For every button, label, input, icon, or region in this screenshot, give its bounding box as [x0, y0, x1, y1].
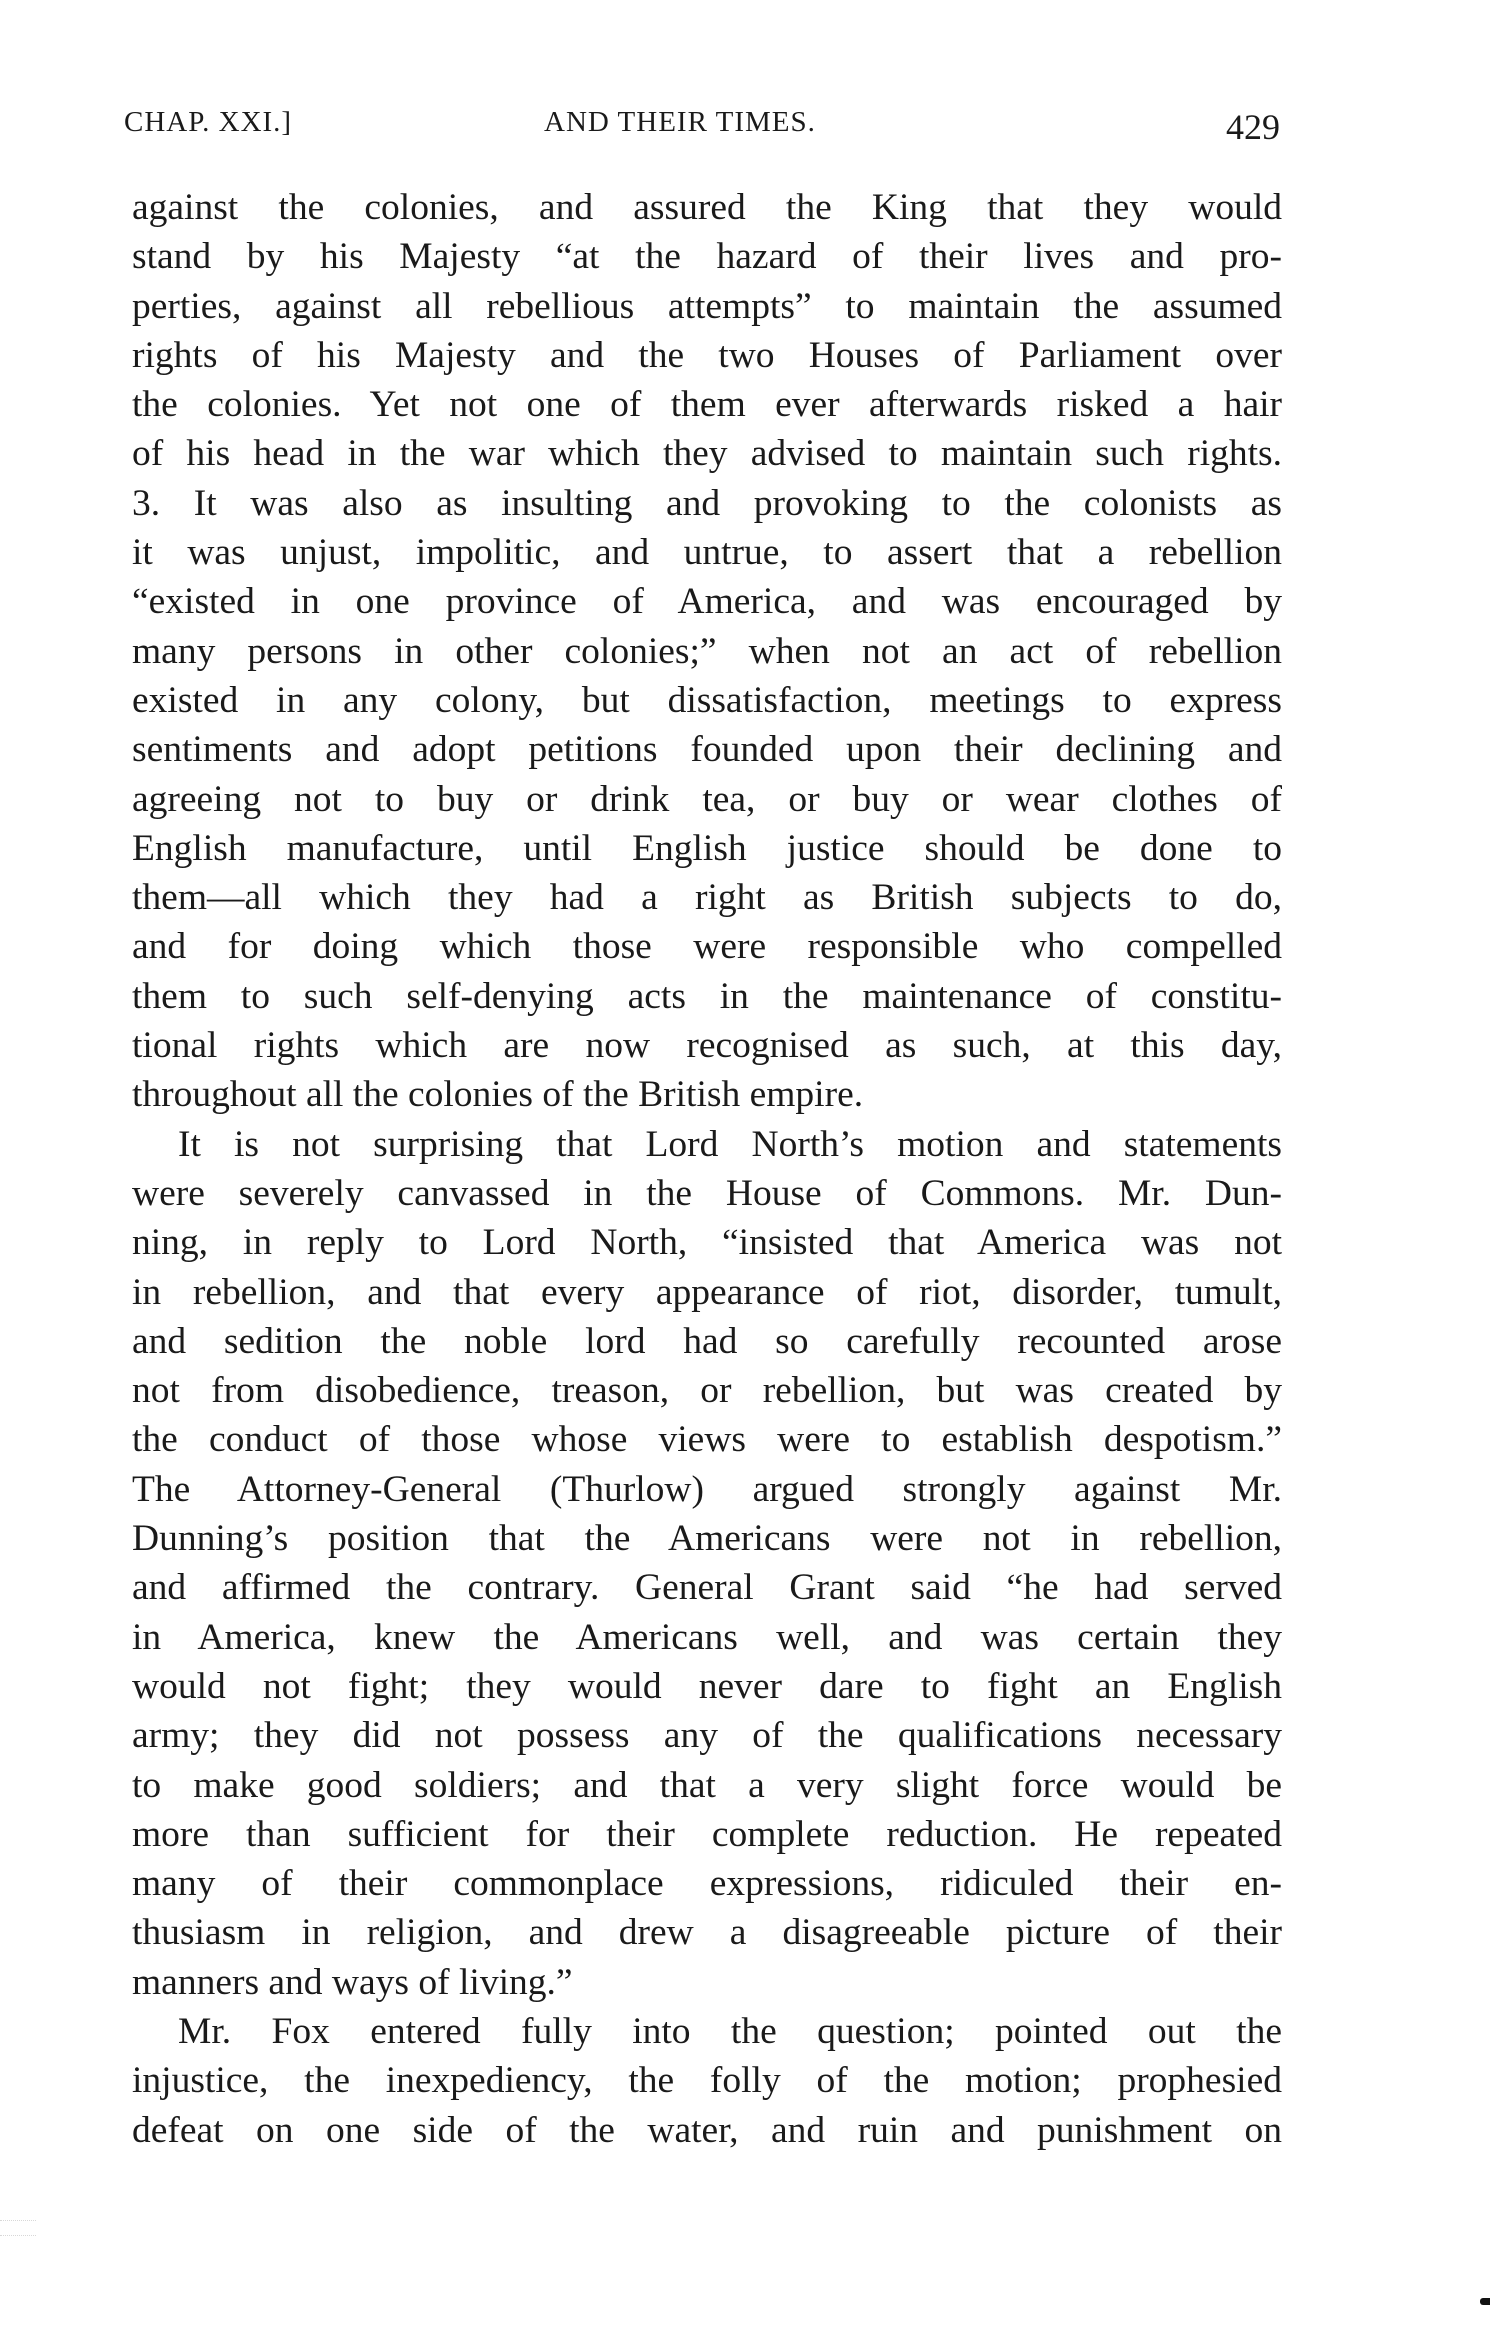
- paragraph: [132, 1120, 1282, 2007]
- text-line: the conduct of those whose views were to establish despotism.”: [132, 1419, 1282, 1461]
- text-line: tional rights which are now recognised as such, at this day,: [132, 1025, 1282, 1067]
- text-line: ning, in reply to Lord North, “insisted that America was not: [132, 1222, 1282, 1264]
- text-line: stand by his Majesty “at the hazard of their lives and pro-: [132, 236, 1282, 278]
- text-line: perties, against all rebellious attempts” to maintain the assumed: [132, 285, 1282, 327]
- text-line: agreeing not to buy or drink tea, or buy or wear clothes of: [132, 778, 1282, 820]
- paragraph: [132, 2007, 1282, 2155]
- running-head: [124, 106, 1284, 156]
- paragraph: [132, 183, 1282, 1120]
- text-line: and affirmed the contrary. General Grant said “he had served: [132, 1567, 1282, 1609]
- text-line: rights of his Majesty and the two Houses of Parliament over: [132, 334, 1282, 376]
- text-line: in America, knew the Americans well, and was certain they: [132, 1616, 1282, 1658]
- text-line: 3. It was also as insulting and provoking to the colonists as: [132, 482, 1282, 524]
- page-edge-mark: [1480, 2298, 1490, 2305]
- text-line: it was unjust, impolitic, and untrue, to assert that a rebellion: [132, 532, 1282, 574]
- text-line: and sedition the noble lord had so carefully recounted arose: [132, 1320, 1282, 1362]
- page-number: 429: [1226, 107, 1280, 147]
- text-line: more than sufficient for their complete reduction. He repeated: [132, 1813, 1282, 1855]
- text-line: sentiments and adopt petitions founded upon their declining and: [132, 729, 1282, 771]
- text-line: manners and ways of living.”: [132, 1961, 573, 2003]
- text-line: and for doing which those were responsible who compelled: [132, 926, 1282, 968]
- text-line: to make good soldiers; and that a very slight force would be: [132, 1764, 1282, 1806]
- text-line: them to such self-denying acts in the maintenance of constitu-: [132, 975, 1282, 1017]
- chapter-label: CHAP. XXI.]: [124, 106, 293, 138]
- text-line: existed in any colony, but dissatisfaction, meetings to express: [132, 679, 1282, 721]
- text-line: many of their commonplace expressions, ridiculed their en-: [132, 1863, 1282, 1905]
- running-title: AND THEIR TIMES.: [544, 106, 816, 138]
- text-line: Mr. Fox entered fully into the question; pointed out the: [178, 2010, 1282, 2052]
- text-line: the colonies. Yet not one of them ever afterwards risked a hair: [132, 384, 1282, 426]
- text-line: It is not surprising that Lord North’s motion and statements: [178, 1123, 1282, 1165]
- text-line: The Attorney-General (Thurlow) argued strongly against Mr.: [132, 1468, 1282, 1510]
- text-line: army; they did not possess any of the qualifications necessary: [132, 1715, 1282, 1757]
- text-line: throughout all the colonies of the British empire.: [132, 1074, 864, 1116]
- text-line: thusiasm in religion, and drew a disagreeable picture of their: [132, 1912, 1282, 1954]
- text-line: many persons in other colonies;” when not an act of rebellion: [132, 630, 1282, 672]
- text-line: in rebellion, and that every appearance of riot, disorder, tumult,: [132, 1271, 1282, 1313]
- text-line: would not fight; they would never dare to fight an English: [132, 1665, 1282, 1707]
- text-line: were severely canvassed in the House of Commons. Mr. Dun-: [132, 1172, 1282, 1214]
- text-line: injustice, the inexpediency, the folly of the motion; prophesied: [132, 2060, 1282, 2102]
- text-line: them—all which they had a right as British subjects to do,: [132, 877, 1282, 919]
- text-line: defeat on one side of the water, and ruin and punishment on: [132, 2109, 1282, 2151]
- text-line: “existed in one province of America, and was encouraged by: [132, 581, 1282, 623]
- text-line: not from disobedience, treason, or rebellion, but was created by: [132, 1370, 1282, 1412]
- scan-artifact-bottom: [0, 2220, 36, 2236]
- text-line: English manufacture, until English justice should be done to: [132, 827, 1282, 869]
- scan-artifact-top: [0, 0, 10, 18]
- text-line: against the colonies, and assured the King that they would: [132, 187, 1282, 228]
- body-text: [132, 183, 1282, 2155]
- text-line: Dunning’s position that the Americans were not in rebellion,: [132, 1518, 1282, 1560]
- text-line: of his head in the war which they advised to maintain such rights.: [132, 433, 1282, 475]
